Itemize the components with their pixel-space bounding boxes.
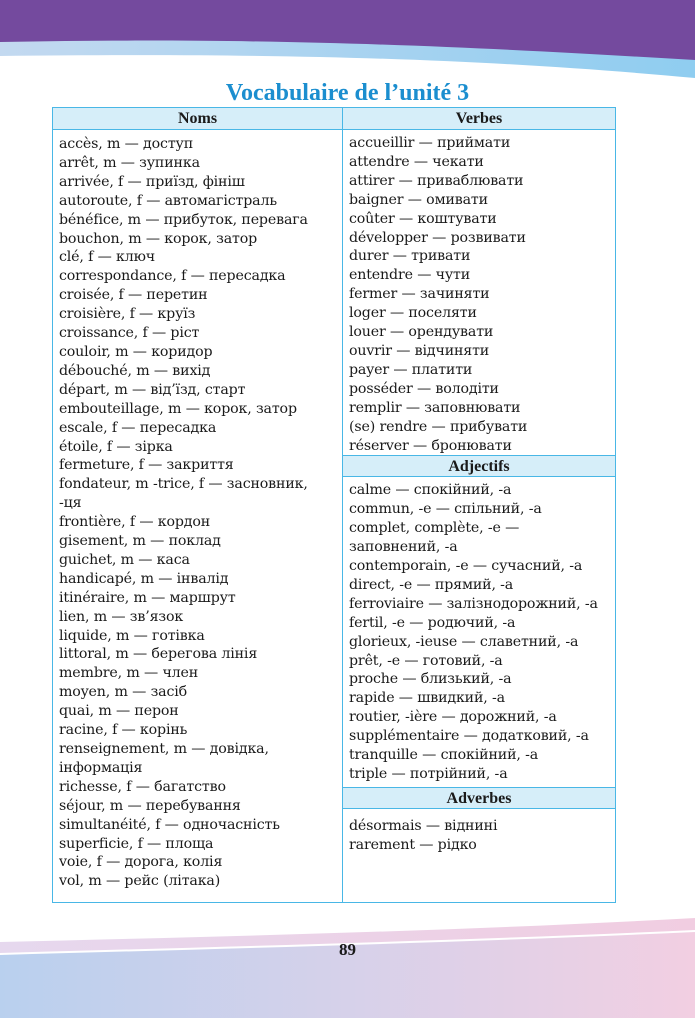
vocab-entry: direct, -e — прямий, -а [349,576,514,593]
verbes-list [343,130,615,455]
vocab-entry: proche — близький, -а [349,671,512,688]
vocab-entry: accès, m — доступ [59,136,194,152]
adjectifs-heading: Adjectifs [343,455,615,477]
vocab-entry: superficie, f — площа [59,835,214,852]
vocab-entry: frontière, f — кордон [59,514,211,531]
vocab-entry: quai, m — перон [59,703,179,720]
vocab-entry: loger — поселяти [349,305,477,322]
adverbes-list [343,809,615,855]
vocab-entry: інформація [59,759,143,776]
vocab-entry: commun, -e — спільний, -а [349,501,542,518]
noms-list [53,130,342,891]
vocab-entry: correspondance, f — пересадка [59,268,286,285]
vocab-entry: baigner — омивати [349,191,488,208]
vocab-entry: fermeture, f — закриття [59,457,234,474]
vocab-entry: fondateur, m -trice, f — засновник, [59,476,308,493]
vocab-entry: croissance, f — ріст [59,325,200,342]
vocab-entry: rapide — швидкий, -а [349,690,505,707]
vocab-entry: coûter — коштувати [349,210,497,227]
vocab-entry: séjour, m — перебування [59,797,241,814]
vocab-entry: vol, m — рейс (літака) [59,873,221,890]
vocab-entry: contemporain, -e — сучасний, -а [349,558,583,575]
vocab-entry: racine, f — корінь [59,722,188,739]
vocab-entry: ouvrir — відчиняти [349,342,490,359]
adverbes-heading: Adverbes [343,787,615,809]
vocab-entry: entendre — чути [349,267,471,284]
vocab-entry: supplémentaire — додатковий, -а [349,728,589,745]
vocab-entry: arrivée, f — приїзд, фініш [59,173,245,190]
vocab-entry: autoroute, f — автомагістраль [59,192,277,209]
vocab-entry: littoral, m — берегова лінія [59,646,258,663]
vocab-entry: bénéfice, m — прибуток, перевага [59,211,308,228]
vocab-entry: -ця [59,495,82,512]
vocab-entry: réserver — бронювати [349,437,512,454]
vocab-entry: rarement — рідко [349,836,477,853]
right-column [343,108,615,902]
vocab-entry: simultanéité, f — одночасність [59,816,280,833]
vocab-entry: ferroviaire — залізнодорожний, -а [349,595,598,612]
vocab-entry: moyen, m — засіб [59,684,188,701]
vocab-entry: attirer — приваблювати [349,172,524,189]
vocab-entry: clé, f — ключ [59,249,156,266]
noms-column [53,108,343,902]
vocab-entry: bouchon, m — корок, затор [59,230,258,247]
page-title: Vocabulaire de l’unité 3 [225,80,470,106]
vocab-entry: développer — розвивати [349,229,526,246]
vocab-entry: заповнений, -а [349,539,458,556]
vocab-entry: prêt, -e — готовий, -а [349,652,503,669]
vocab-entry: routier, -ière — дорожний, -а [349,709,557,726]
vocab-entry: accueillir — приймати [349,135,511,151]
verbes-heading: Verbes [343,108,615,130]
vocab-entry: départ, m — від’їзд, старт [59,381,246,398]
vocab-entry: gisement, m — поклад [59,533,221,550]
vocab-entry: (se) rendre — прибувати [349,418,528,435]
vocab-entry: posséder — володіти [349,380,499,397]
vocab-entry: richesse, f — багатство [59,778,226,795]
vocab-entry: embouteillage, m — корок, затор [59,400,297,417]
vocab-entry: croisée, f — перетин [59,287,208,304]
page-number: 89 [339,940,356,959]
vocab-entry: complet, complète, -e — [349,520,520,537]
vocab-entry: désormais — віднині [349,817,498,834]
adjectifs-list [343,477,615,784]
vocab-entry: durer — тривати [349,248,471,265]
vocab-entry: attendre — чекати [349,153,484,170]
vocab-entry: payer — платити [349,361,473,378]
vocab-entry: étoile, f — зірка [59,438,173,455]
vocab-entry: croisière, f — круїз [59,306,196,323]
vocab-entry: glorieux, -ieuse — славетний, -а [349,633,579,650]
vocab-entry: lien, m — зв’язок [59,608,184,625]
vocabulary-table [52,107,616,903]
vocab-entry: calme — спокійний, -а [349,482,512,499]
vocab-entry: louer — орендувати [349,324,494,341]
vocab-entry: arrêt, m — зупинка [59,154,200,171]
vocab-entry: triple — потрійний, -а [349,766,508,782]
vocab-entry: voie, f — дорога, колія [59,854,223,871]
vocab-entry: fertil, -e — родючий, -а [349,614,516,631]
vocab-entry: handicapé, m — інвалід [59,570,229,587]
vocab-entry: débouché, m — вихід [59,362,211,379]
vocab-entry: itinéraire, m — маршрут [59,589,236,606]
vocab-entry: couloir, m — коридор [59,343,213,360]
vocab-entry: fermer — зачиняти [349,286,490,303]
vocab-entry: guichet, m — каса [59,551,190,568]
vocab-entry: remplir — заповнювати [349,399,521,416]
vocab-entry: liquide, m — готівка [59,627,205,644]
noms-heading: Noms [53,108,342,130]
vocab-entry: membre, m — член [59,665,199,682]
vocab-entry: renseignement, m — довідка, [59,741,269,757]
vocab-entry: tranquille — спокійний, -а [349,747,539,764]
vocab-entry: escale, f — пересадка [59,419,217,436]
